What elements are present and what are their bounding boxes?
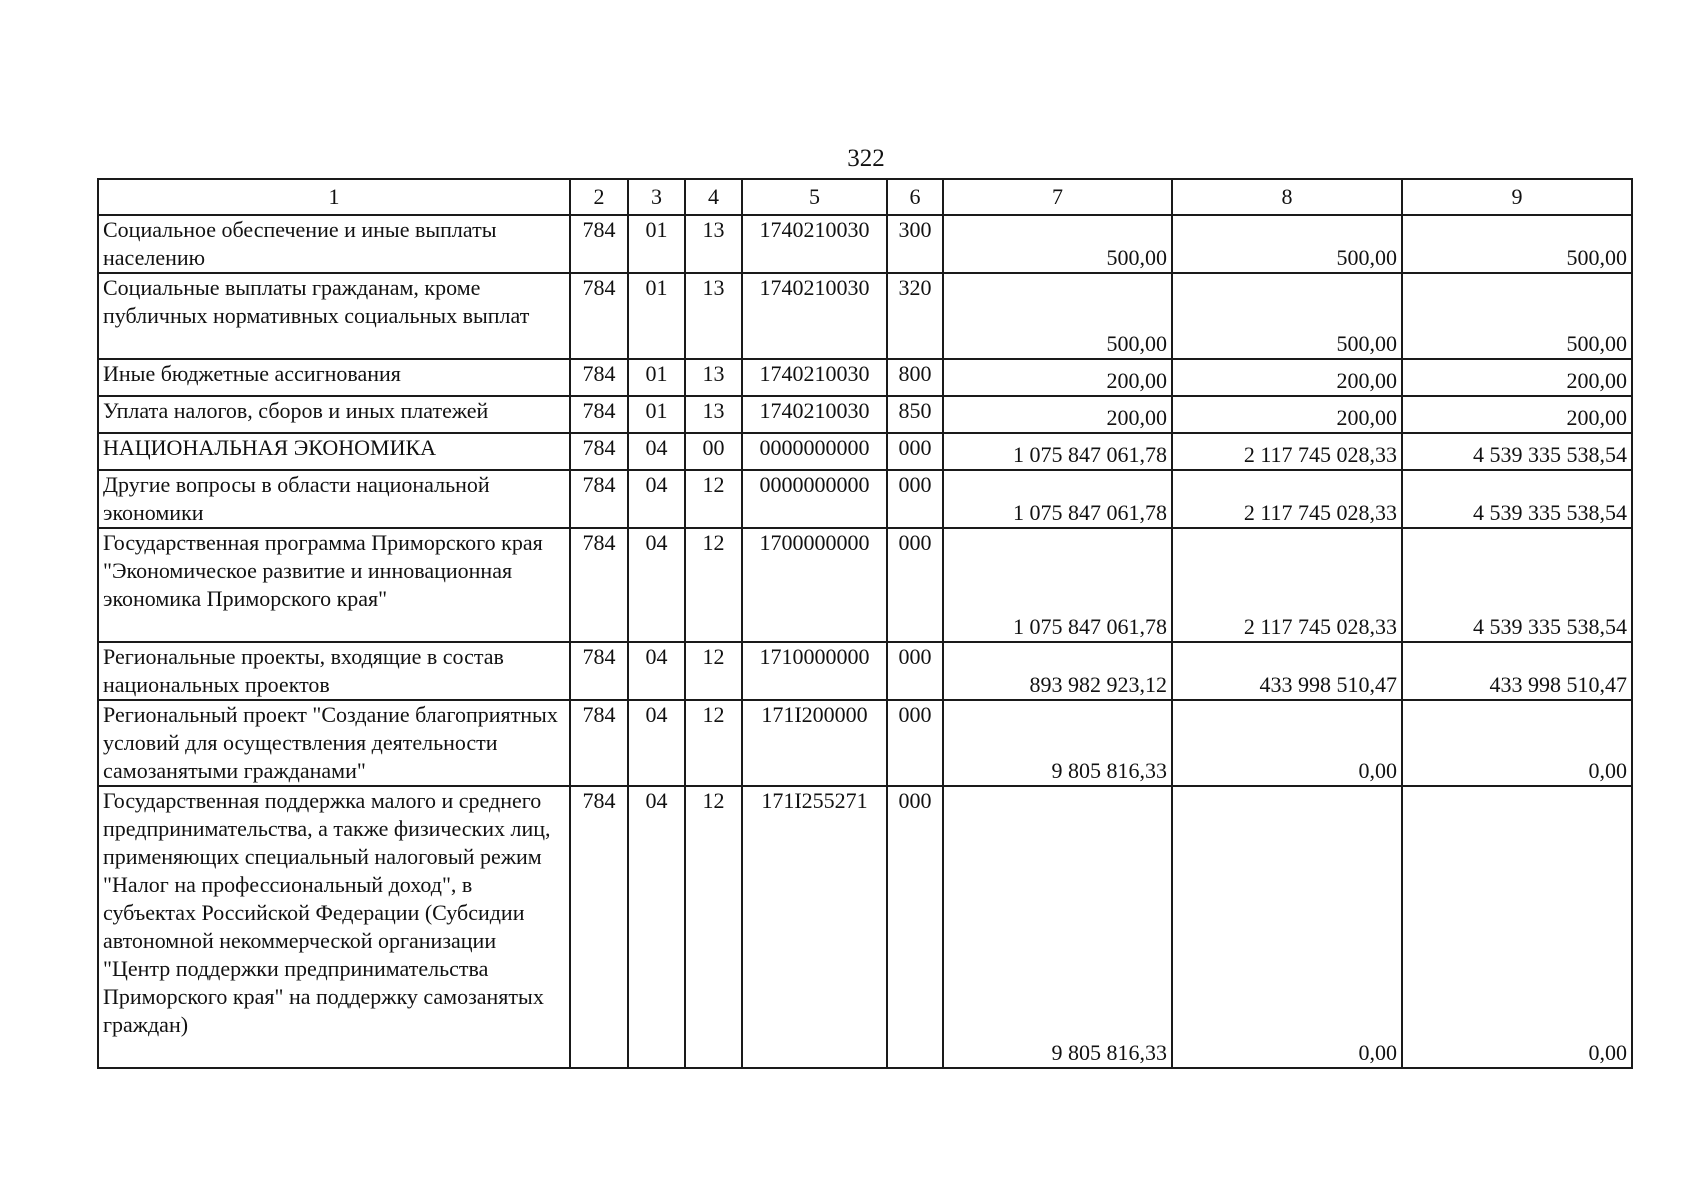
row-amount-cell: 4 539 335 538,54 xyxy=(1402,470,1632,528)
row-code-cell: 13 xyxy=(685,359,742,396)
row-code-cell: 04 xyxy=(628,470,685,528)
row-code-cell: 01 xyxy=(628,359,685,396)
row-code-cell: 1700000000 xyxy=(742,528,887,642)
row-code-cell: 13 xyxy=(685,396,742,433)
row-code-cell: 1740210030 xyxy=(742,273,887,359)
row-amount-cell: 500,00 xyxy=(1172,273,1402,359)
row-name-cell: Государственная поддержка малого и среднего предпринимательства, а также физических лиц, применяющих специальный налоговый режим "Налог на профессиональный доход", в субъектах Российской Федерации (Субсидии автономной некоммерческой организации "Центр поддержки предпринимательства Приморского края" на поддержку самозанятых граждан) xyxy=(98,786,570,1068)
row-amount-cell: 500,00 xyxy=(1402,215,1632,273)
row-amount-cell: 4 539 335 538,54 xyxy=(1402,528,1632,642)
row-amount-cell: 200,00 xyxy=(943,396,1172,433)
row-amount-cell: 200,00 xyxy=(1172,396,1402,433)
row-amount-cell: 4 539 335 538,54 xyxy=(1402,433,1632,470)
table-row xyxy=(98,215,1632,273)
row-code-cell: 0000000000 xyxy=(742,470,887,528)
row-code-cell: 12 xyxy=(685,700,742,786)
row-code-cell: 784 xyxy=(570,786,628,1068)
row-name-cell: Региональные проекты, входящие в состав национальных проектов xyxy=(98,642,570,700)
row-code-cell: 12 xyxy=(685,528,742,642)
table-row xyxy=(98,396,1632,433)
row-code-cell: 784 xyxy=(570,359,628,396)
row-code-cell: 784 xyxy=(570,396,628,433)
row-amount-cell: 500,00 xyxy=(1402,273,1632,359)
row-code-cell: 320 xyxy=(887,273,943,359)
header-row xyxy=(98,179,1632,215)
row-code-cell: 784 xyxy=(570,470,628,528)
row-amount-cell: 9 805 816,33 xyxy=(943,700,1172,786)
page-number: 322 xyxy=(847,145,885,172)
row-code-cell: 04 xyxy=(628,433,685,470)
table-row xyxy=(98,528,1632,642)
table-row xyxy=(98,433,1632,470)
row-code-cell: 12 xyxy=(685,470,742,528)
row-name-cell: Социальное обеспечение и иные выплаты населению xyxy=(98,215,570,273)
row-code-cell: 1740210030 xyxy=(742,215,887,273)
row-code-cell: 01 xyxy=(628,215,685,273)
row-code-cell: 784 xyxy=(570,700,628,786)
header-cell-9: 9 xyxy=(1402,179,1632,215)
row-amount-cell: 2 117 745 028,33 xyxy=(1172,528,1402,642)
row-amount-cell: 200,00 xyxy=(1402,359,1632,396)
row-name-cell: Социальные выплаты гражданам, кроме публичных нормативных социальных выплат xyxy=(98,273,570,359)
row-amount-cell: 433 998 510,47 xyxy=(1172,642,1402,700)
table-row xyxy=(98,700,1632,786)
row-amount-cell: 1 075 847 061,78 xyxy=(943,528,1172,642)
row-code-cell: 000 xyxy=(887,470,943,528)
row-name-cell: Региональный проект "Создание благоприятных условий для осуществления деятельности самозанятыми гражданами" xyxy=(98,700,570,786)
header-cell-3: 3 xyxy=(628,179,685,215)
row-amount-cell: 0,00 xyxy=(1172,786,1402,1068)
header-cell-1: 1 xyxy=(98,179,570,215)
table-row xyxy=(98,786,1632,1068)
row-code-cell: 04 xyxy=(628,642,685,700)
row-code-cell: 0000000000 xyxy=(742,433,887,470)
row-code-cell: 784 xyxy=(570,642,628,700)
row-amount-cell: 200,00 xyxy=(1402,396,1632,433)
table-row xyxy=(98,642,1632,700)
header-cell-6: 6 xyxy=(887,179,943,215)
row-name-cell: Иные бюджетные ассигнования xyxy=(98,359,570,396)
row-amount-cell: 0,00 xyxy=(1402,786,1632,1068)
row-code-cell: 1710000000 xyxy=(742,642,887,700)
row-code-cell: 04 xyxy=(628,786,685,1068)
row-code-cell: 171I200000 xyxy=(742,700,887,786)
row-code-cell: 800 xyxy=(887,359,943,396)
header-cell-4: 4 xyxy=(685,179,742,215)
header-cell-5: 5 xyxy=(742,179,887,215)
row-code-cell: 04 xyxy=(628,528,685,642)
row-amount-cell: 200,00 xyxy=(1172,359,1402,396)
row-amount-cell: 500,00 xyxy=(943,215,1172,273)
row-amount-cell: 2 117 745 028,33 xyxy=(1172,433,1402,470)
row-amount-cell: 893 982 923,12 xyxy=(943,642,1172,700)
row-code-cell: 12 xyxy=(685,642,742,700)
row-code-cell: 1740210030 xyxy=(742,396,887,433)
row-code-cell: 784 xyxy=(570,215,628,273)
row-code-cell: 171I255271 xyxy=(742,786,887,1068)
table-row xyxy=(98,273,1632,359)
row-amount-cell: 0,00 xyxy=(1402,700,1632,786)
header-cell-2: 2 xyxy=(570,179,628,215)
row-code-cell: 850 xyxy=(887,396,943,433)
row-code-cell: 784 xyxy=(570,528,628,642)
row-name-cell: Уплата налогов, сборов и иных платежей xyxy=(98,396,570,433)
row-amount-cell: 500,00 xyxy=(943,273,1172,359)
row-amount-cell: 1 075 847 061,78 xyxy=(943,470,1172,528)
row-code-cell: 000 xyxy=(887,786,943,1068)
row-code-cell: 13 xyxy=(685,215,742,273)
row-code-cell: 784 xyxy=(570,273,628,359)
row-code-cell: 04 xyxy=(628,700,685,786)
row-code-cell: 300 xyxy=(887,215,943,273)
row-amount-cell: 1 075 847 061,78 xyxy=(943,433,1172,470)
row-code-cell: 784 xyxy=(570,433,628,470)
row-name-cell: Государственная программа Приморского края "Экономическое развитие и инновационная экономика Приморского края" xyxy=(98,528,570,642)
budget-table xyxy=(97,178,1633,1069)
row-amount-cell: 0,00 xyxy=(1172,700,1402,786)
row-code-cell: 12 xyxy=(685,786,742,1068)
row-code-cell: 13 xyxy=(685,273,742,359)
row-amount-cell: 200,00 xyxy=(943,359,1172,396)
table-row xyxy=(98,359,1632,396)
table-row xyxy=(98,470,1632,528)
row-code-cell: 00 xyxy=(685,433,742,470)
row-code-cell: 01 xyxy=(628,396,685,433)
row-name-cell: НАЦИОНАЛЬНАЯ ЭКОНОМИКА xyxy=(98,433,570,470)
row-name-cell: Другие вопросы в области национальной экономики xyxy=(98,470,570,528)
row-code-cell: 1740210030 xyxy=(742,359,887,396)
row-code-cell: 000 xyxy=(887,700,943,786)
header-cell-7: 7 xyxy=(943,179,1172,215)
row-code-cell: 000 xyxy=(887,642,943,700)
row-code-cell: 01 xyxy=(628,273,685,359)
row-code-cell: 000 xyxy=(887,433,943,470)
row-code-cell: 000 xyxy=(887,528,943,642)
row-amount-cell: 500,00 xyxy=(1172,215,1402,273)
row-amount-cell: 2 117 745 028,33 xyxy=(1172,470,1402,528)
row-amount-cell: 433 998 510,47 xyxy=(1402,642,1632,700)
row-amount-cell: 9 805 816,33 xyxy=(943,786,1172,1068)
header-cell-8: 8 xyxy=(1172,179,1402,215)
